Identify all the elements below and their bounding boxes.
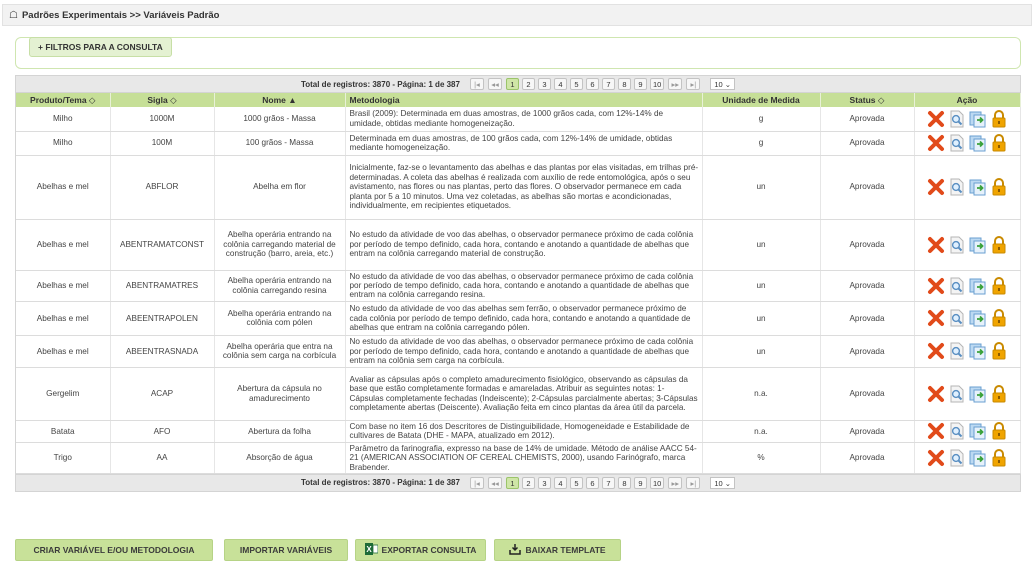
last-page-button[interactable]: ▸| (686, 477, 700, 489)
table-row (16, 131, 1020, 155)
import-variables-label: IMPORTAR VARIÁVEIS (239, 545, 333, 555)
delete-icon[interactable] (927, 385, 945, 403)
cell-acao (914, 442, 1020, 473)
cell-nome: Abertura da folha (214, 420, 345, 442)
cell-sigla: AA (110, 442, 214, 473)
cell-nome: 1000 grãos - Massa (214, 107, 345, 131)
delete-icon[interactable] (927, 110, 945, 128)
results-table (16, 93, 1021, 474)
cell-unidade: un (702, 219, 820, 270)
cell-metodologia: Com base no item 16 dos Descritores de Distinguibilidade, Homogeneidade e Estabilidade de cultivares de Batata (DHE - MAPA, atualizado em 2012). (345, 420, 702, 442)
cell-unidade: % (702, 442, 820, 473)
lock-icon[interactable] (990, 385, 1008, 403)
delete-icon[interactable] (927, 309, 945, 327)
view-icon[interactable] (948, 309, 966, 327)
pager-bottom (16, 474, 1020, 491)
page-number-button[interactable]: 3 (538, 78, 551, 90)
cell-produto: Abelhas e mel (16, 335, 110, 367)
cell-produto: Milho (16, 131, 110, 155)
cell-metodologia: No estudo da atividade de voo das abelhas, o observador permanece próximo de cada colônia por período de tempo definido, cada hora, contando e anotando a quantidade de abelhas que entram na colônia carregando resina. (345, 270, 702, 301)
cell-sigla: ABENTRAMATRES (110, 270, 214, 301)
cell-status: Aprovada (820, 270, 914, 301)
export-query-button[interactable] (355, 539, 486, 561)
next-page-button[interactable]: ▸▸ (668, 477, 682, 489)
cell-unidade: un (702, 301, 820, 335)
view-icon[interactable] (948, 422, 966, 440)
cell-metodologia: Determinada em duas amostras, de 100 grãos cada, com 12%-14% de umidade, obtidas mediante homogeneização. (345, 131, 702, 155)
chevron-down-icon: ⌄ (724, 478, 732, 488)
cell-sigla: ABEENTRAPOLEN (110, 301, 214, 335)
page-number-button[interactable]: 2 (522, 78, 535, 90)
page-number-button[interactable]: 10 (650, 78, 664, 90)
cell-status: Aprovada (820, 131, 914, 155)
cell-unidade: g (702, 107, 820, 131)
cell-sigla: ACAP (110, 367, 214, 420)
chevron-down-icon: ⌄ (724, 80, 732, 89)
page-numbers (506, 78, 664, 90)
cell-nome: Abertura da cápsula no amadurecimento (214, 367, 345, 420)
cell-produto: Abelhas e mel (16, 155, 110, 219)
cell-acao (914, 219, 1020, 270)
cell-status: Aprovada (820, 335, 914, 367)
last-page-button[interactable]: ▸| (686, 78, 700, 90)
column-header-acao: Ação (914, 93, 1020, 107)
lock-icon[interactable] (990, 178, 1008, 196)
cell-sigla: AFO (110, 420, 214, 442)
cell-status: Aprovada (820, 442, 914, 473)
download-icon (509, 543, 521, 557)
cell-nome: Abelha operária que entra na colônia sem carga na corbícula (214, 335, 345, 367)
page-number-button[interactable]: 1 (506, 78, 519, 90)
view-icon[interactable] (948, 134, 966, 152)
prev-page-button[interactable]: ◂◂ (488, 477, 502, 489)
export-icon[interactable] (969, 385, 987, 403)
cell-unidade: n.a. (702, 420, 820, 442)
view-icon[interactable] (948, 449, 966, 467)
prev-page-button[interactable]: ◂◂ (488, 78, 502, 90)
export-icon[interactable] (969, 134, 987, 152)
first-page-button[interactable]: |◂ (470, 477, 484, 489)
download-template-button[interactable] (494, 539, 621, 561)
cell-metodologia: Parâmetro da farinografia, expresso na base de 14% de umidade. Método de análise AACC 54-21 (AMERICAN ASSOCIATION OF CEREAL CHEMISTS, 2000), usando Farinógrafo, marca Brabender. (345, 442, 702, 473)
view-icon[interactable] (948, 385, 966, 403)
view-icon[interactable] (948, 277, 966, 295)
cell-produto: Abelhas e mel (16, 270, 110, 301)
delete-icon[interactable] (927, 277, 945, 295)
cell-metodologia: Avaliar as cápsulas após o completo amadurecimento fisiológico, observando as cápsulas da base que estão completamente formadas e amareladas. Atribuir as seguintes notas: 1-Cápsulas completamente fechadas (Indeiscente); 2-Cápsulas parcialmente abertas; 3-Cápsulas completamente abertas (Deiscente). Avaliação feita em cinco plantas da área útil da parcela. (345, 367, 702, 420)
total-records: Total de registros: 3870 - Página: 1 de 387 (300, 478, 460, 488)
cell-produto: Abelhas e mel (16, 301, 110, 335)
page-size-select[interactable] (710, 477, 735, 489)
cell-status: Aprovada (820, 155, 914, 219)
svg-text:X: X (365, 545, 372, 554)
table-row (16, 335, 1020, 367)
delete-icon[interactable] (927, 449, 945, 467)
delete-icon[interactable] (927, 342, 945, 360)
page-number-button[interactable]: 8 (618, 78, 631, 90)
cell-acao (914, 335, 1020, 367)
table-row (16, 367, 1020, 420)
column-header-metodologia: Metodologia (345, 93, 702, 107)
cell-sigla: 1000M (110, 107, 214, 131)
export-icon[interactable] (969, 309, 987, 327)
cell-sigla: ABENTRAMATCONST (110, 219, 214, 270)
cell-nome: Abelha em flor (214, 155, 345, 219)
lock-icon[interactable] (990, 342, 1008, 360)
total-records: Total de registros: 3870 - Página: 1 de 387 (300, 79, 460, 89)
cell-status: Aprovada (820, 301, 914, 335)
cell-metodologia: Brasil (2009): Determinada em duas amostras, de 1000 grãos cada, com 12%-14% de umidade, obtidas mediante homogeneização. (345, 107, 702, 131)
view-icon[interactable] (948, 110, 966, 128)
table-row (16, 420, 1020, 442)
download-template-label: BAIXAR TEMPLATE (525, 545, 606, 555)
cell-produto: Batata (16, 420, 110, 442)
cell-sigla: ABFLOR (110, 155, 214, 219)
filters-toggle-button[interactable]: + FILTROS PARA A CONSULTA (29, 37, 172, 57)
cell-metodologia: No estudo da atividade de voo das abelhas, o observador permanece próximo de cada colônia por período de tempo definido, cada hora, contando e anotando a quantidade de abelhas que entram na colônia sem carga na corbícula. (345, 335, 702, 367)
cell-produto: Trigo (16, 442, 110, 473)
cell-sigla: ABEENTRASNADA (110, 335, 214, 367)
cell-unidade: un (702, 270, 820, 301)
column-header-nome[interactable]: Nome ▲ (214, 93, 345, 107)
excel-icon (365, 543, 378, 557)
page-size-value: 10 (714, 80, 723, 89)
delete-icon[interactable] (927, 134, 945, 152)
cell-nome: Abelha operária entrando na colônia carregando material de construção (barro, areia, etc.) (214, 219, 345, 270)
filters-label: FILTROS PARA A CONSULTA (45, 42, 163, 52)
import-variables-button[interactable] (224, 539, 348, 561)
page-numbers (506, 477, 664, 489)
column-header-unidade: Unidade de Medida (702, 93, 820, 107)
page-number-button[interactable]: 7 (602, 78, 615, 90)
cell-nome: 100 grãos - Massa (214, 131, 345, 155)
column-header-produto[interactable]: Produto/Tema ◇ (16, 93, 110, 107)
delete-icon[interactable] (927, 178, 945, 196)
page-size-value: 10 (714, 478, 723, 488)
cell-produto: Milho (16, 107, 110, 131)
filters-panel (15, 37, 1021, 69)
cell-acao (914, 301, 1020, 335)
export-icon[interactable] (969, 422, 987, 440)
delete-icon[interactable] (927, 236, 945, 254)
page-number-button[interactable]: 4 (554, 477, 567, 489)
lock-icon[interactable] (990, 449, 1008, 467)
page-number-button[interactable]: 6 (586, 477, 599, 489)
export-icon[interactable] (969, 449, 987, 467)
cell-status: Aprovada (820, 107, 914, 131)
page-number-button[interactable]: 10 (650, 477, 664, 489)
cell-sigla: 100M (110, 131, 214, 155)
cell-produto: Gergelim (16, 367, 110, 420)
cell-unidade: n.a. (702, 367, 820, 420)
page-number-button[interactable]: 1 (506, 477, 519, 489)
view-icon[interactable] (948, 178, 966, 196)
page-number-button[interactable]: 5 (570, 477, 583, 489)
table-row (16, 155, 1020, 219)
home-icon[interactable]: ☖ (9, 9, 18, 21)
cell-status: Aprovada (820, 219, 914, 270)
page-number-button[interactable]: 5 (570, 78, 583, 90)
cell-nome: Absorção de água (214, 442, 345, 473)
table-row (16, 107, 1020, 131)
column-header-sigla[interactable]: Sigla ◇ (110, 93, 214, 107)
export-icon[interactable] (969, 110, 987, 128)
first-page-button[interactable]: |◂ (470, 78, 484, 90)
cell-metodologia: Inicialmente, faz-se o levantamento das abelhas e das plantas por elas visitadas, em trilhas pré-determinadas. A coleta das abelhas é realizada com auxílio de rede entomológica, após o seu avistamento, nas flores ou nas plantas, perto das flores. O observador permanece em cada planta por 5 a 10 minutos. Uma vez coletadas, as abelhas são mortas e acondicionadas, individualmente, em recipientes etiquetados. (345, 155, 702, 219)
page-number-button[interactable]: 8 (618, 477, 631, 489)
cell-acao (914, 270, 1020, 301)
create-variable-label: CRIAR VARIÁVEL E/OU METODOLOGIA (33, 545, 195, 555)
delete-icon[interactable] (927, 422, 945, 440)
page-number-button[interactable]: 6 (586, 78, 599, 90)
cell-status: Aprovada (820, 420, 914, 442)
lock-icon[interactable] (990, 236, 1008, 254)
cell-nome: Abelha operária entrando na colônia com pólen (214, 301, 345, 335)
cell-metodologia: No estudo da atividade de voo das abelhas, o observador permanece próximo de cada colônia por período de tempo definido, cada hora, contando e anotando a quantidade de abelhas que entram na colônia carregando material de construção. (345, 219, 702, 270)
create-variable-button[interactable] (15, 539, 213, 561)
cell-nome: Abelha operária entrando na colônia carregando resina (214, 270, 345, 301)
cell-unidade: un (702, 155, 820, 219)
cell-unidade: g (702, 131, 820, 155)
table-row (16, 219, 1020, 270)
page-size-select[interactable] (710, 78, 735, 90)
table-header-row (16, 93, 1020, 107)
lock-icon[interactable] (990, 110, 1008, 128)
lock-icon[interactable] (990, 134, 1008, 152)
breadcrumb-bar (2, 4, 1032, 26)
cell-acao (914, 155, 1020, 219)
export-icon[interactable] (969, 342, 987, 360)
export-query-label: EXPORTAR CONSULTA (381, 545, 477, 555)
results-table-container (15, 75, 1021, 492)
table-row (16, 270, 1020, 301)
cell-acao (914, 420, 1020, 442)
page-number-button[interactable]: 2 (522, 477, 535, 489)
pager-top (16, 76, 1020, 93)
view-icon[interactable] (948, 342, 966, 360)
cell-acao (914, 367, 1020, 420)
table-row (16, 301, 1020, 335)
page-number-button[interactable]: 7 (602, 477, 615, 489)
page-number-button[interactable]: 9 (634, 78, 647, 90)
cell-unidade: un (702, 335, 820, 367)
cell-produto: Abelhas e mel (16, 219, 110, 270)
export-icon[interactable] (969, 178, 987, 196)
breadcrumb: Padrões Experimentais >> Variáveis Padrão (21, 9, 220, 21)
page-number-button[interactable]: 3 (538, 477, 551, 489)
page-number-button[interactable]: 4 (554, 78, 567, 90)
cell-acao (914, 107, 1020, 131)
table-row (16, 442, 1020, 473)
view-icon[interactable] (948, 236, 966, 254)
lock-icon[interactable] (990, 309, 1008, 327)
next-page-button[interactable]: ▸▸ (668, 78, 682, 90)
lock-icon[interactable] (990, 422, 1008, 440)
export-icon[interactable] (969, 277, 987, 295)
column-header-status[interactable]: Status ◇ (820, 93, 914, 107)
lock-icon[interactable] (990, 277, 1008, 295)
cell-metodologia: No estudo da atividade de voo das abelhas sem ferrão, o observador permanece próximo de cada colônia por período de tempo definido, cada hora, contando e anotando a quantidade de abelhas que entram na colônia carregando pólen. (345, 301, 702, 335)
export-icon[interactable] (969, 236, 987, 254)
cell-status: Aprovada (820, 367, 914, 420)
cell-acao (914, 131, 1020, 155)
page-number-button[interactable]: 9 (634, 477, 647, 489)
